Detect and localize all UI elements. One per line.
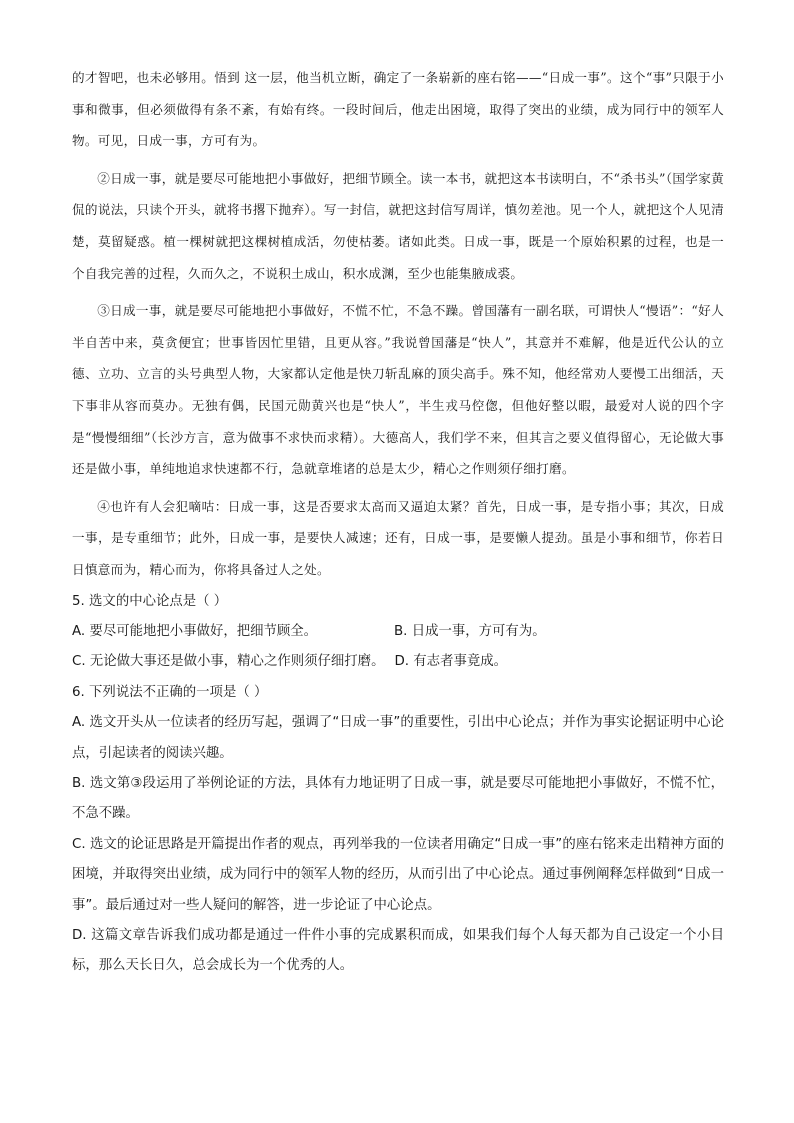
question-6-option-d[interactable]: D. 这篇文章告诉我们成功都是通过一件件小事的完成累积而成，如果我们每个人每天都为自己设定一个小目标，那么天长日久，总会成长为一个优秀的人。	[72, 927, 724, 974]
question-5-option-b[interactable]: B. 日成一事，方可有为。	[394, 623, 546, 639]
question-5-option-d[interactable]: D. 有志者事竟成。	[394, 654, 508, 670]
question-list	[72, 587, 724, 982]
question-6-option-b[interactable]: B. 选文第③段运用了举例论证的方法，具体有力地证明了日成一事，就是要尽可能地把小事做好，不慌不忙，不急不躁。	[72, 775, 724, 822]
passage-paragraph-2: ②日成一事，就是要尽可能地把小事做好，把细节顾全。读一本书，就把这本书读明白，不“杀书头”（国学家黄侃的说法，只读个开头，就将书撂下抛弃）。写一封信，就把这封信写周详，慎勿差池。见一个人，就把这个人见清楚，莫留疑惑。植一棵树就把这棵树植成活，勿使枯萎。诸如此类。日成一事，既是一个原始积累的过程，也是一个自我完善的过程，久而久之，不说积土成山，积水成渊，至少也能集腋成裘。	[72, 170, 724, 281]
question-6-option-a[interactable]: A. 选文开头从一位读者的经历写起，强调了“日成一事”的重要性，引出中心论点；并作为事实论据证明中心论点，引起读者的阅读兴趣。	[72, 715, 724, 761]
reading-passage	[72, 62, 724, 586]
passage-paragraph-3: ③日成一事，就是要尽可能地把小事做好，不慌不忙，不急不躁。曾国藩有一副名联，可谓快人“慢语”：“好人半自苦中来，莫贪便宜；世事皆因忙里错，且更从容。”我说曾国藩是“快人”，其意并不难解，他是近代公认的立德、立功、立言的头号典型人物，大家都认定他是快刀斩乱麻的顶尖高手。殊不知，他经常劝人要慢工出细活，天下事非从容而莫办。无独有偶，民国元勋黄兴也是“快人”，半生戎马倥偬，但他好整以暇，最爱对人说的四个字是“慢慢细细”（长沙方言，意为做事不求快而求精）。大德高人，我们学不来，但其言之要义值得留心，无论做大事还是做小事，单纯地追求快速都不行，急就章堆诸的总是太少，精心之作则须仔细打磨。	[72, 303, 724, 477]
question-6-stem: 6. 下列说法不正确的一项是（ ）	[72, 684, 268, 700]
question-5-stem: 5. 选文的中心论点是（ ）	[72, 593, 228, 609]
passage-paragraph-1: 的才智吧，也未必够用。悟到 这一层，他当机立断，确定了一条崭新的座右铭——“日成一事”。这个“事”只限于小事和微事，但必须做得有条不紊，有始有终。一段时间后，他走出困境，取得了突出的业绩，成为同行中的领军人物。可见，日成一事，方可有为。	[72, 70, 724, 149]
passage-paragraph-4: ④也许有人会犯嘀咕：日成一事，这是否要求太高而又逼迫太紧？首先，日成一事，是专指小事；其次，日成一事，是专重细节；此外，日成一事，是要快人减速；还有，日成一事，是要懒人提劲。虽是小事和细节，你若日日慎意而为，精心而为，你将具备过人之处。	[72, 498, 724, 577]
question-5-options-row-2	[72, 647, 724, 677]
question-5-options-row-1	[72, 617, 724, 647]
question-5-option-c[interactable]: C. 无论做大事还是做小事，精心之作则须仔细打磨。	[72, 654, 385, 670]
question-5-option-a[interactable]: A. 要尽可能地把小事做好，把细节顾全。	[72, 623, 318, 639]
document-page	[72, 62, 724, 982]
question-6-option-c[interactable]: C. 选文的论证思路是开篇提出作者的观点，再列举我的一位读者用确定“日成一事”的座右铭来走出精神方面的困境，并取得突出业绩，成为同行中的领军人物的经历，从而引出了中心论点。通过事例阐释怎样做到“日成一事”。最后通过对一些人疑问的解答，进一步论证了中心论点。	[72, 836, 724, 913]
